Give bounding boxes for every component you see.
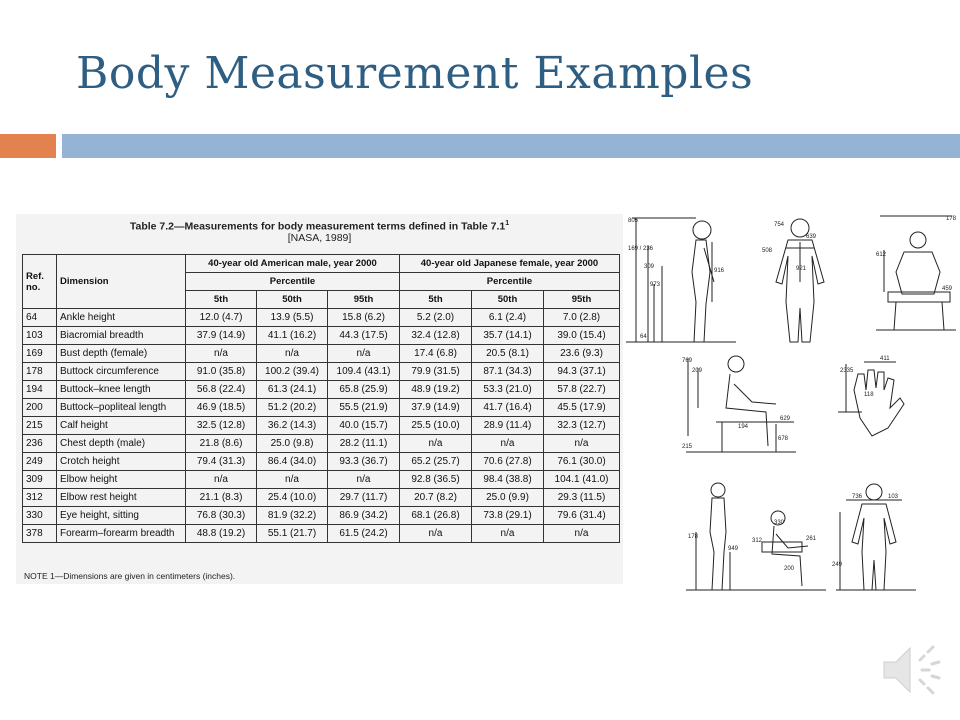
row-dimension: Buttock–knee length	[57, 381, 186, 399]
slide-title: Body Measurement Examples	[76, 48, 754, 99]
accent-bar-blue	[62, 134, 960, 158]
row-value: n/a	[472, 435, 544, 453]
table-source: [NASA, 1989]	[287, 232, 352, 244]
measurement-table-panel	[16, 214, 623, 584]
row-ref: 194	[23, 381, 57, 399]
figure-label: 754	[774, 222, 785, 228]
row-value: 86.9 (34.2)	[328, 507, 400, 525]
row-value: 46.9 (18.5)	[186, 399, 257, 417]
row-value: 76.8 (30.3)	[186, 507, 257, 525]
row-value: n/a	[400, 435, 472, 453]
row-value: 51.2 (20.2)	[257, 399, 328, 417]
row-value: 79.9 (31.5)	[400, 363, 472, 381]
table-row	[23, 435, 620, 453]
row-value: 29.3 (11.5)	[544, 489, 620, 507]
row-value: 61.5 (24.2)	[328, 525, 400, 543]
figure-label: 249	[832, 562, 843, 568]
figure-label: 2335	[840, 368, 854, 374]
figure-label: 312	[752, 538, 763, 544]
figure-label: 678	[778, 436, 789, 442]
row-value: 55.5 (21.9)	[328, 399, 400, 417]
row-value: 55.1 (21.7)	[257, 525, 328, 543]
percentile-header: 95th	[328, 291, 400, 309]
row-value: n/a	[472, 525, 544, 543]
row-value: 65.2 (25.7)	[400, 453, 472, 471]
row-value: 57.8 (22.7)	[544, 381, 620, 399]
row-ref: 330	[23, 507, 57, 525]
row-value: 37.9 (14.9)	[186, 327, 257, 345]
figure-label: 330	[774, 520, 785, 526]
row-value: 81.9 (32.2)	[257, 507, 328, 525]
table-row	[23, 399, 620, 417]
header-percentile-american: Percentile	[186, 273, 400, 291]
row-value: 94.3 (37.1)	[544, 363, 620, 381]
row-dimension: Elbow height	[57, 471, 186, 489]
row-value: 17.4 (6.8)	[400, 345, 472, 363]
figure-label: 921	[796, 266, 807, 272]
figure-label: 916	[714, 268, 725, 274]
row-dimension: Buttock circumference	[57, 363, 186, 381]
table-caption-text: Table 7.2—Measurements for body measurement terms defined in Table 7.1	[129, 220, 506, 233]
figure-seated-side-small	[746, 511, 826, 590]
row-dimension: Eye height, sitting	[57, 507, 186, 525]
figure-label: 261	[806, 536, 817, 542]
table-row	[23, 327, 620, 345]
row-value: 20.7 (8.2)	[400, 489, 472, 507]
row-value: 65.8 (25.9)	[328, 381, 400, 399]
table-row	[23, 345, 620, 363]
row-dimension: Chest depth (male)	[57, 435, 186, 453]
row-dimension: Forearm–forearm breadth	[57, 525, 186, 543]
table-row	[23, 471, 620, 489]
row-value: 25.5 (10.0)	[400, 417, 472, 435]
header-dimension: Dimension	[57, 255, 186, 309]
accent-bar-orange	[0, 134, 56, 158]
row-value: 20.5 (8.1)	[472, 345, 544, 363]
row-value: 61.3 (24.1)	[257, 381, 328, 399]
row-ref: 215	[23, 417, 57, 435]
header-american-male: 40-year old American male, year 2000	[186, 255, 400, 273]
measurement-table	[22, 254, 620, 543]
row-ref: 312	[23, 489, 57, 507]
speaker-icon[interactable]	[880, 640, 944, 700]
row-value: 37.9 (14.9)	[400, 399, 472, 417]
figure-label: 178	[688, 534, 699, 540]
figure-label: 629	[780, 416, 791, 422]
figure-labels	[628, 216, 957, 572]
row-value: 48.9 (19.2)	[400, 381, 472, 399]
figure-seated-front	[876, 216, 956, 330]
row-ref: 378	[23, 525, 57, 543]
figure-label: 805	[628, 218, 639, 224]
row-value: 45.5 (17.9)	[544, 399, 620, 417]
percentile-header: 5th	[186, 291, 257, 309]
row-value: 25.4 (10.0)	[257, 489, 328, 507]
figure-label: 769	[682, 358, 693, 364]
row-value: 109.4 (43.1)	[328, 363, 400, 381]
figure-label: 64	[640, 334, 647, 340]
figure-label: 411	[880, 356, 890, 362]
row-value: 28.2 (11.1)	[328, 435, 400, 453]
table-row	[23, 381, 620, 399]
row-dimension: Biacromial breadth	[57, 327, 186, 345]
row-value: n/a	[544, 435, 620, 453]
row-value: 23.6 (9.3)	[544, 345, 620, 363]
row-value: 21.8 (8.6)	[186, 435, 257, 453]
percentile-header: 95th	[544, 291, 620, 309]
percentile-header: 50th	[472, 291, 544, 309]
table-caption	[16, 218, 623, 233]
row-value: 79.6 (31.4)	[544, 507, 620, 525]
row-value: 32.5 (12.8)	[186, 417, 257, 435]
row-value: n/a	[328, 345, 400, 363]
row-value: 91.0 (35.8)	[186, 363, 257, 381]
figure-label: 169 / 236	[628, 246, 654, 252]
row-value: 56.8 (22.4)	[186, 381, 257, 399]
row-value: 13.9 (5.5)	[257, 309, 328, 327]
percentile-header: 50th	[257, 291, 328, 309]
figure-label: 973	[650, 282, 661, 288]
row-value: n/a	[257, 471, 328, 489]
row-value: n/a	[186, 345, 257, 363]
table-row	[23, 507, 620, 525]
row-ref: 178	[23, 363, 57, 381]
row-ref: 236	[23, 435, 57, 453]
row-dimension: Buttock–popliteal length	[57, 399, 186, 417]
figure-label: 118	[864, 392, 874, 398]
row-value: 39.0 (15.4)	[544, 327, 620, 345]
row-value: n/a	[328, 471, 400, 489]
figure-label: 949	[728, 546, 739, 552]
figure-label: 736	[852, 494, 863, 500]
row-dimension: Elbow rest height	[57, 489, 186, 507]
row-value: 68.1 (26.8)	[400, 507, 472, 525]
row-value: 25.0 (9.8)	[257, 435, 328, 453]
figure-label: 178	[946, 216, 957, 222]
row-dimension: Crotch height	[57, 453, 186, 471]
row-value: 41.7 (16.4)	[472, 399, 544, 417]
row-value: 6.1 (2.4)	[472, 309, 544, 327]
figure-label: 508	[762, 248, 773, 254]
row-value: 93.3 (36.7)	[328, 453, 400, 471]
table-row	[23, 363, 620, 381]
row-ref: 249	[23, 453, 57, 471]
row-value: 87.1 (34.3)	[472, 363, 544, 381]
row-value: 21.1 (8.3)	[186, 489, 257, 507]
figure-label: 194	[738, 424, 749, 430]
table-note: NOTE 1—Dimensions are given in centimeters (inches).	[24, 571, 236, 581]
row-value: 12.0 (4.7)	[186, 309, 257, 327]
table-row	[23, 453, 620, 471]
row-value: 40.0 (15.7)	[328, 417, 400, 435]
row-value: n/a	[400, 525, 472, 543]
row-value: 29.7 (11.7)	[328, 489, 400, 507]
row-ref: 169	[23, 345, 57, 363]
row-value: 15.8 (6.2)	[328, 309, 400, 327]
figure-label: 639	[806, 234, 817, 240]
row-dimension: Ankle height	[57, 309, 186, 327]
row-value: 98.4 (38.8)	[472, 471, 544, 489]
row-value: 76.1 (30.0)	[544, 453, 620, 471]
table-row	[23, 489, 620, 507]
row-value: 41.1 (16.2)	[257, 327, 328, 345]
row-value: 73.8 (29.1)	[472, 507, 544, 525]
figure-label: 209	[692, 368, 703, 374]
row-dimension: Bust depth (female)	[57, 345, 186, 363]
table-row	[23, 417, 620, 435]
row-value: 70.6 (27.8)	[472, 453, 544, 471]
row-value: 7.0 (2.8)	[544, 309, 620, 327]
table-row	[23, 309, 620, 327]
row-ref: 200	[23, 399, 57, 417]
row-value: 32.3 (12.7)	[544, 417, 620, 435]
header-japanese-female: 40-year old Japanese female, year 2000	[400, 255, 620, 273]
anthropometric-figures	[626, 212, 960, 602]
row-value: 5.2 (2.0)	[400, 309, 472, 327]
figure-label: 459	[942, 286, 953, 292]
header-percentile-japanese: Percentile	[400, 273, 620, 291]
row-value: 86.4 (34.0)	[257, 453, 328, 471]
row-dimension: Calf height	[57, 417, 186, 435]
row-ref: 64	[23, 309, 57, 327]
row-value: 100.2 (39.4)	[257, 363, 328, 381]
row-value: n/a	[257, 345, 328, 363]
figure-label: 612	[876, 252, 887, 258]
figure-label: 200	[784, 566, 795, 572]
row-value: 53.3 (21.0)	[472, 381, 544, 399]
header-ref: Ref. no.	[23, 255, 57, 309]
row-value: 48.8 (19.2)	[186, 525, 257, 543]
row-ref: 103	[23, 327, 57, 345]
table-body	[23, 309, 620, 543]
row-value: n/a	[544, 525, 620, 543]
row-value: 28.9 (11.4)	[472, 417, 544, 435]
row-value: 25.0 (9.9)	[472, 489, 544, 507]
row-value: n/a	[186, 471, 257, 489]
row-value: 44.3 (17.5)	[328, 327, 400, 345]
figure-standing-back	[776, 219, 824, 342]
row-value: 36.2 (14.3)	[257, 417, 328, 435]
figure-standing-front-small	[836, 484, 916, 590]
figure-label: 103	[888, 494, 899, 500]
table-row	[23, 525, 620, 543]
figure-standing-side	[626, 218, 736, 342]
percentile-header: 5th	[400, 291, 472, 309]
figure-label: 215	[682, 444, 693, 450]
row-value: 35.7 (14.1)	[472, 327, 544, 345]
row-value: 104.1 (41.0)	[544, 471, 620, 489]
figure-label: 309	[644, 264, 655, 270]
row-value: 92.8 (36.5)	[400, 471, 472, 489]
table-caption-superscript: 1	[505, 220, 510, 227]
row-value: 79.4 (31.3)	[186, 453, 257, 471]
row-ref: 309	[23, 471, 57, 489]
row-value: 32.4 (12.8)	[400, 327, 472, 345]
